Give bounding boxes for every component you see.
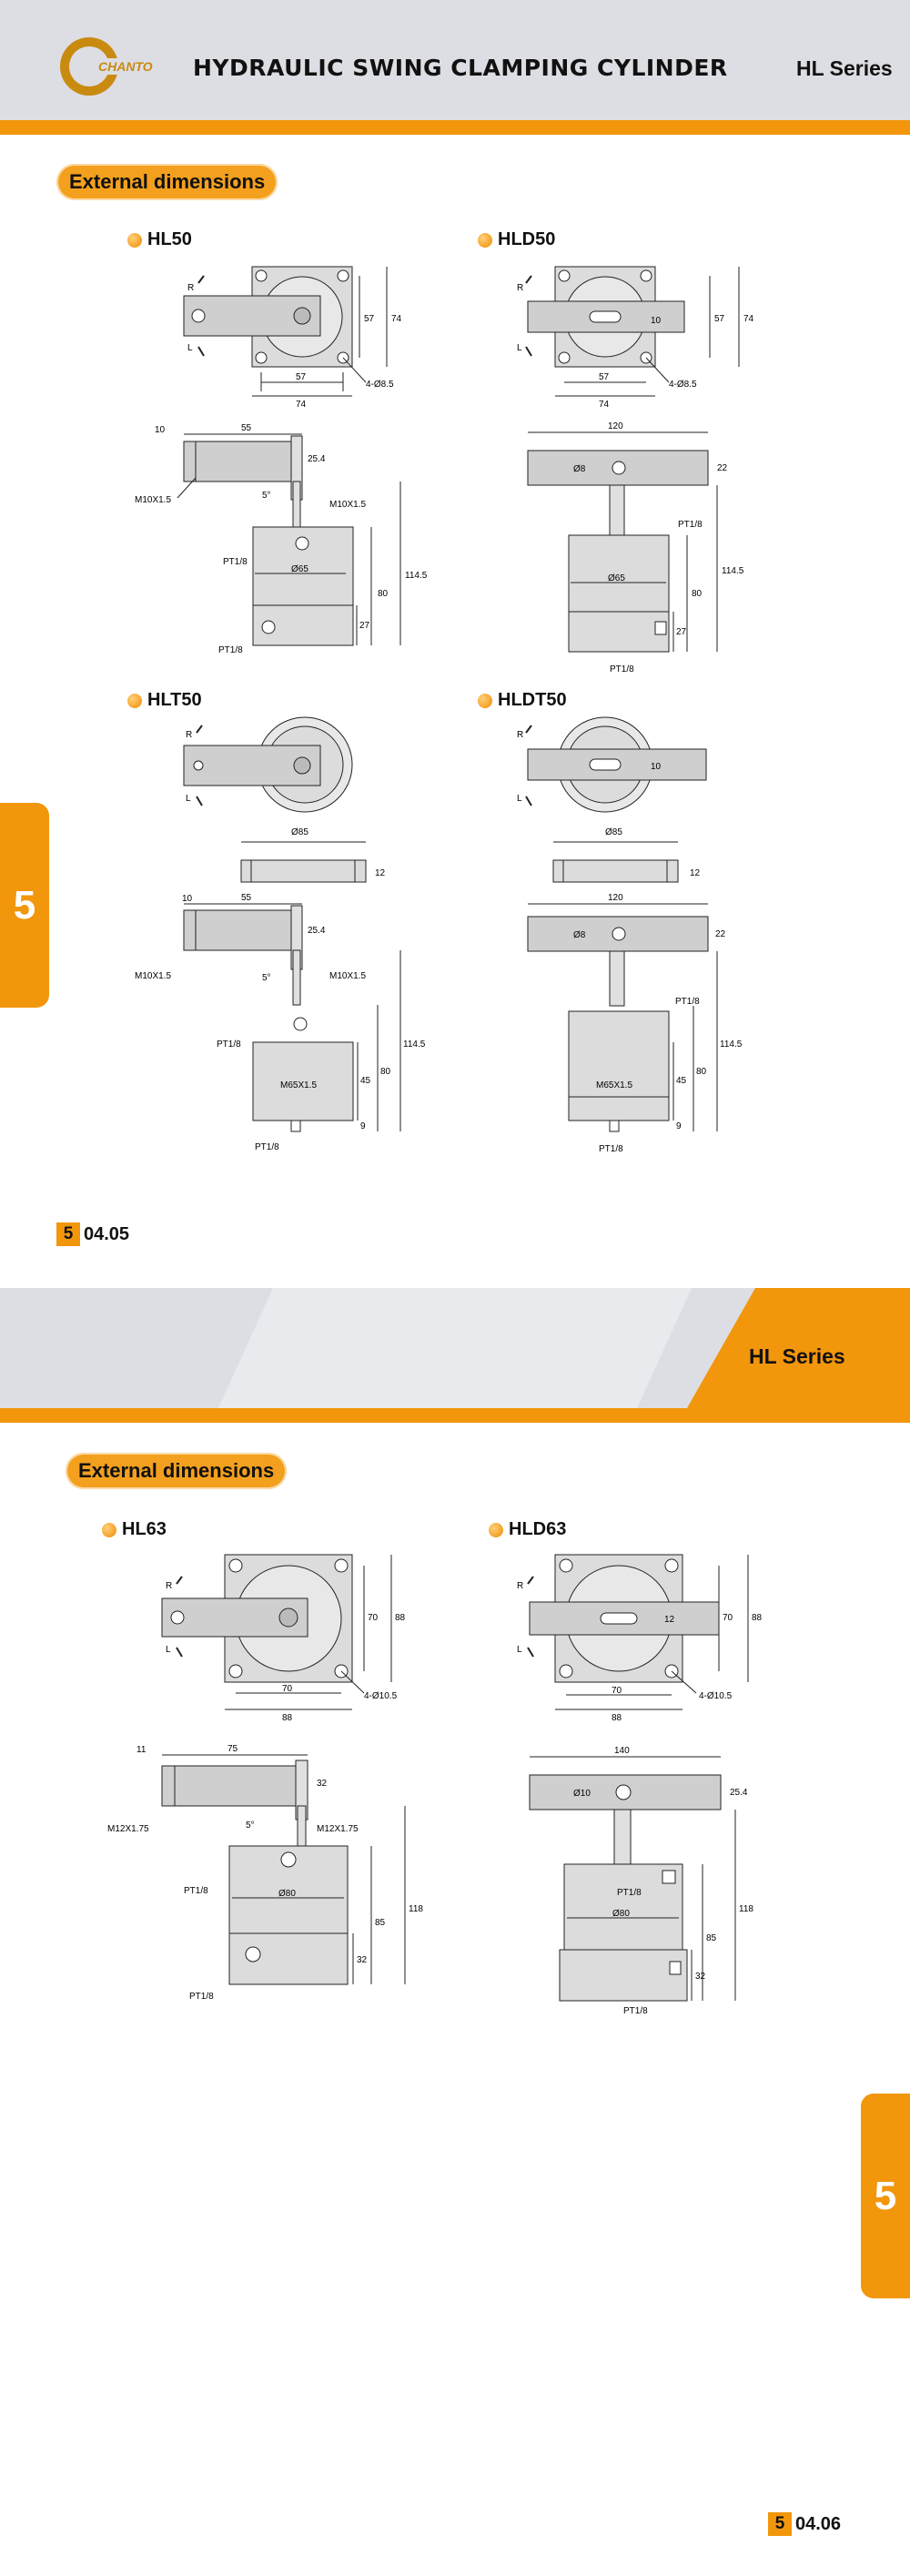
svg-text:4-Ø10.5: 4-Ø10.5 [699, 1691, 733, 1701]
svg-text:45: 45 [360, 1076, 371, 1086]
svg-text:L: L [187, 343, 193, 353]
hlt50-drawing [127, 715, 437, 1161]
svg-text:4-Ø8.5: 4-Ø8.5 [366, 380, 394, 390]
svg-text:114.5: 114.5 [722, 566, 744, 576]
svg-text:75: 75 [228, 1744, 238, 1754]
svg-text:32: 32 [357, 1955, 368, 1965]
svg-text:88: 88 [395, 1613, 406, 1623]
hld63-drawing [510, 1547, 819, 2021]
page2-header [0, 1288, 910, 1408]
svg-text:Ø65: Ø65 [608, 573, 625, 583]
svg-text:114.5: 114.5 [720, 1040, 743, 1050]
svg-text:70: 70 [282, 1684, 293, 1694]
svg-text:80: 80 [380, 1067, 391, 1077]
header-accent-bar [0, 120, 910, 135]
hldt50-drawing [491, 715, 801, 1161]
svg-text:27: 27 [676, 627, 687, 637]
svg-text:Ø85: Ø85 [291, 827, 308, 837]
svg-text:M65X1.5: M65X1.5 [596, 1080, 633, 1090]
page2-accent-bar [0, 1408, 910, 1423]
bullet-icon [102, 1523, 116, 1537]
svg-text:57: 57 [599, 372, 610, 382]
svg-text:Ø80: Ø80 [612, 1909, 630, 1919]
svg-text:80: 80 [696, 1067, 707, 1077]
svg-text:118: 118 [409, 1904, 423, 1914]
svg-text:118: 118 [739, 1904, 753, 1914]
arm-side [184, 441, 302, 482]
svg-text:10: 10 [651, 316, 662, 326]
svg-text:10: 10 [182, 894, 193, 904]
svg-text:M10X1.5: M10X1.5 [329, 500, 367, 510]
svg-text:114.5: 114.5 [405, 571, 428, 581]
svg-text:PT1/8: PT1/8 [223, 557, 248, 567]
svg-text:L: L [166, 1645, 171, 1655]
svg-text:114.5: 114.5 [403, 1040, 426, 1050]
model-title-hldt50: HLDT50 [478, 690, 567, 711]
svg-text:10: 10 [651, 762, 662, 772]
chapter-tab[interactable]: 5 [0, 803, 49, 1008]
bullet-icon [478, 233, 492, 248]
svg-text:PT1/8: PT1/8 [218, 645, 243, 655]
svg-text:12: 12 [664, 1615, 675, 1625]
svg-text:5°: 5° [246, 1820, 255, 1831]
bullet-icon [127, 694, 142, 708]
svg-text:PT1/8: PT1/8 [617, 1888, 642, 1898]
svg-text:88: 88 [752, 1613, 763, 1623]
svg-text:Ø8: Ø8 [573, 464, 586, 474]
svg-text:M12X1.75: M12X1.75 [107, 1824, 149, 1834]
hld50-drawing [491, 259, 801, 678]
svg-text:M65X1.5: M65X1.5 [280, 1080, 318, 1090]
svg-text:R: R [186, 730, 193, 740]
svg-text:Ø65: Ø65 [291, 564, 308, 574]
bullet-icon [127, 233, 142, 248]
svg-text:11: 11 [136, 1745, 147, 1755]
svg-text:120: 120 [608, 421, 623, 431]
svg-text:R: R [517, 283, 524, 293]
svg-text:Ø10: Ø10 [573, 1789, 591, 1799]
svg-text:L: L [517, 794, 522, 804]
svg-text:25.4: 25.4 [308, 454, 326, 464]
svg-text:PT1/8: PT1/8 [623, 2006, 648, 2016]
model-title-hl63: HL63 [102, 1519, 167, 1540]
model-title-hld63: HLD63 [489, 1519, 566, 1540]
svg-text:PT1/8: PT1/8 [184, 1886, 208, 1896]
svg-text:9: 9 [676, 1121, 682, 1131]
company-logo [56, 35, 153, 98]
bullet-icon [489, 1523, 503, 1537]
page2-chapter-tab[interactable]: 5 [861, 2094, 910, 2298]
svg-text:80: 80 [692, 589, 703, 599]
svg-text:L: L [517, 1645, 522, 1655]
svg-text:70: 70 [612, 1686, 622, 1696]
svg-text:88: 88 [282, 1713, 293, 1723]
svg-text:PT1/8: PT1/8 [217, 1040, 241, 1050]
svg-text:25.4: 25.4 [730, 1788, 748, 1798]
svg-text:74: 74 [743, 314, 754, 324]
series-label: HL Series [796, 56, 893, 80]
svg-text:Ø8: Ø8 [573, 930, 586, 940]
svg-text:55: 55 [241, 893, 252, 903]
svg-text:80: 80 [378, 589, 389, 599]
svg-text:R: R [517, 1581, 524, 1591]
svg-text:PT1/8: PT1/8 [675, 997, 700, 1007]
svg-text:74: 74 [296, 400, 307, 410]
svg-text:55: 55 [241, 423, 252, 433]
svg-text:5°: 5° [262, 973, 271, 983]
page2-page-number: 5 04.06 [768, 2512, 841, 2536]
svg-text:10: 10 [155, 425, 166, 435]
svg-text:5°: 5° [262, 491, 271, 501]
section-label: External dimensions [56, 164, 278, 200]
bullet-icon [478, 694, 492, 708]
page2-series-label: HL Series [749, 1344, 845, 1368]
svg-text:85: 85 [375, 1918, 386, 1928]
svg-text:Ø80: Ø80 [278, 1889, 296, 1899]
svg-text:4-Ø8.5: 4-Ø8.5 [669, 380, 697, 390]
svg-text:M10X1.5: M10X1.5 [135, 495, 172, 505]
svg-text:85: 85 [706, 1933, 717, 1943]
svg-text:120: 120 [608, 893, 623, 903]
svg-text:22: 22 [717, 463, 728, 473]
model-title-hl50: HL50 [127, 229, 192, 250]
svg-text:45: 45 [676, 1076, 687, 1086]
svg-text:74: 74 [599, 400, 610, 410]
svg-text:32: 32 [695, 1972, 706, 1982]
svg-text:22: 22 [715, 929, 726, 939]
page-number: 5 04.05 [56, 1222, 129, 1246]
hl50-drawing [127, 259, 437, 660]
svg-text:PT1/8: PT1/8 [189, 1992, 214, 2002]
svg-text:32: 32 [317, 1779, 328, 1789]
svg-text:R: R [166, 1581, 173, 1591]
svg-text:25.4: 25.4 [308, 926, 326, 936]
svg-text:PT1/8: PT1/8 [255, 1142, 279, 1152]
svg-text:PT1/8: PT1/8 [599, 1144, 623, 1154]
svg-text:M10X1.5: M10X1.5 [329, 971, 367, 981]
svg-text:R: R [187, 283, 195, 293]
svg-text:Ø85: Ø85 [605, 827, 622, 837]
svg-text:57: 57 [364, 314, 375, 324]
hl63-drawing [100, 1547, 437, 2012]
svg-text:57: 57 [296, 372, 307, 382]
svg-text:74: 74 [391, 314, 402, 324]
model-title-hld50: HLD50 [478, 229, 555, 250]
svg-text:PT1/8: PT1/8 [610, 664, 634, 674]
svg-text:M12X1.75: M12X1.75 [317, 1824, 359, 1834]
svg-text:12: 12 [375, 868, 386, 878]
model-title-hlt50: HLT50 [127, 690, 202, 711]
svg-text:27: 27 [359, 621, 370, 631]
svg-text:70: 70 [368, 1613, 379, 1623]
svg-text:57: 57 [714, 314, 725, 324]
svg-text:4-Ø10.5: 4-Ø10.5 [364, 1691, 398, 1701]
svg-text:M10X1.5: M10X1.5 [135, 971, 172, 981]
page2-section-label: External dimensions [66, 1453, 287, 1489]
svg-text:88: 88 [612, 1713, 622, 1723]
logo-wordmark: CHANTO [98, 59, 153, 74]
svg-text:R: R [517, 730, 524, 740]
svg-text:140: 140 [614, 1746, 630, 1756]
svg-text:9: 9 [360, 1121, 366, 1131]
svg-text:12: 12 [690, 868, 701, 878]
page-title: HYDRAULIC SWING CLAMPING CYLINDER [193, 55, 728, 81]
svg-text:L: L [186, 794, 191, 804]
svg-text:70: 70 [723, 1613, 733, 1623]
svg-text:L: L [517, 343, 522, 353]
svg-text:PT1/8: PT1/8 [678, 520, 703, 530]
